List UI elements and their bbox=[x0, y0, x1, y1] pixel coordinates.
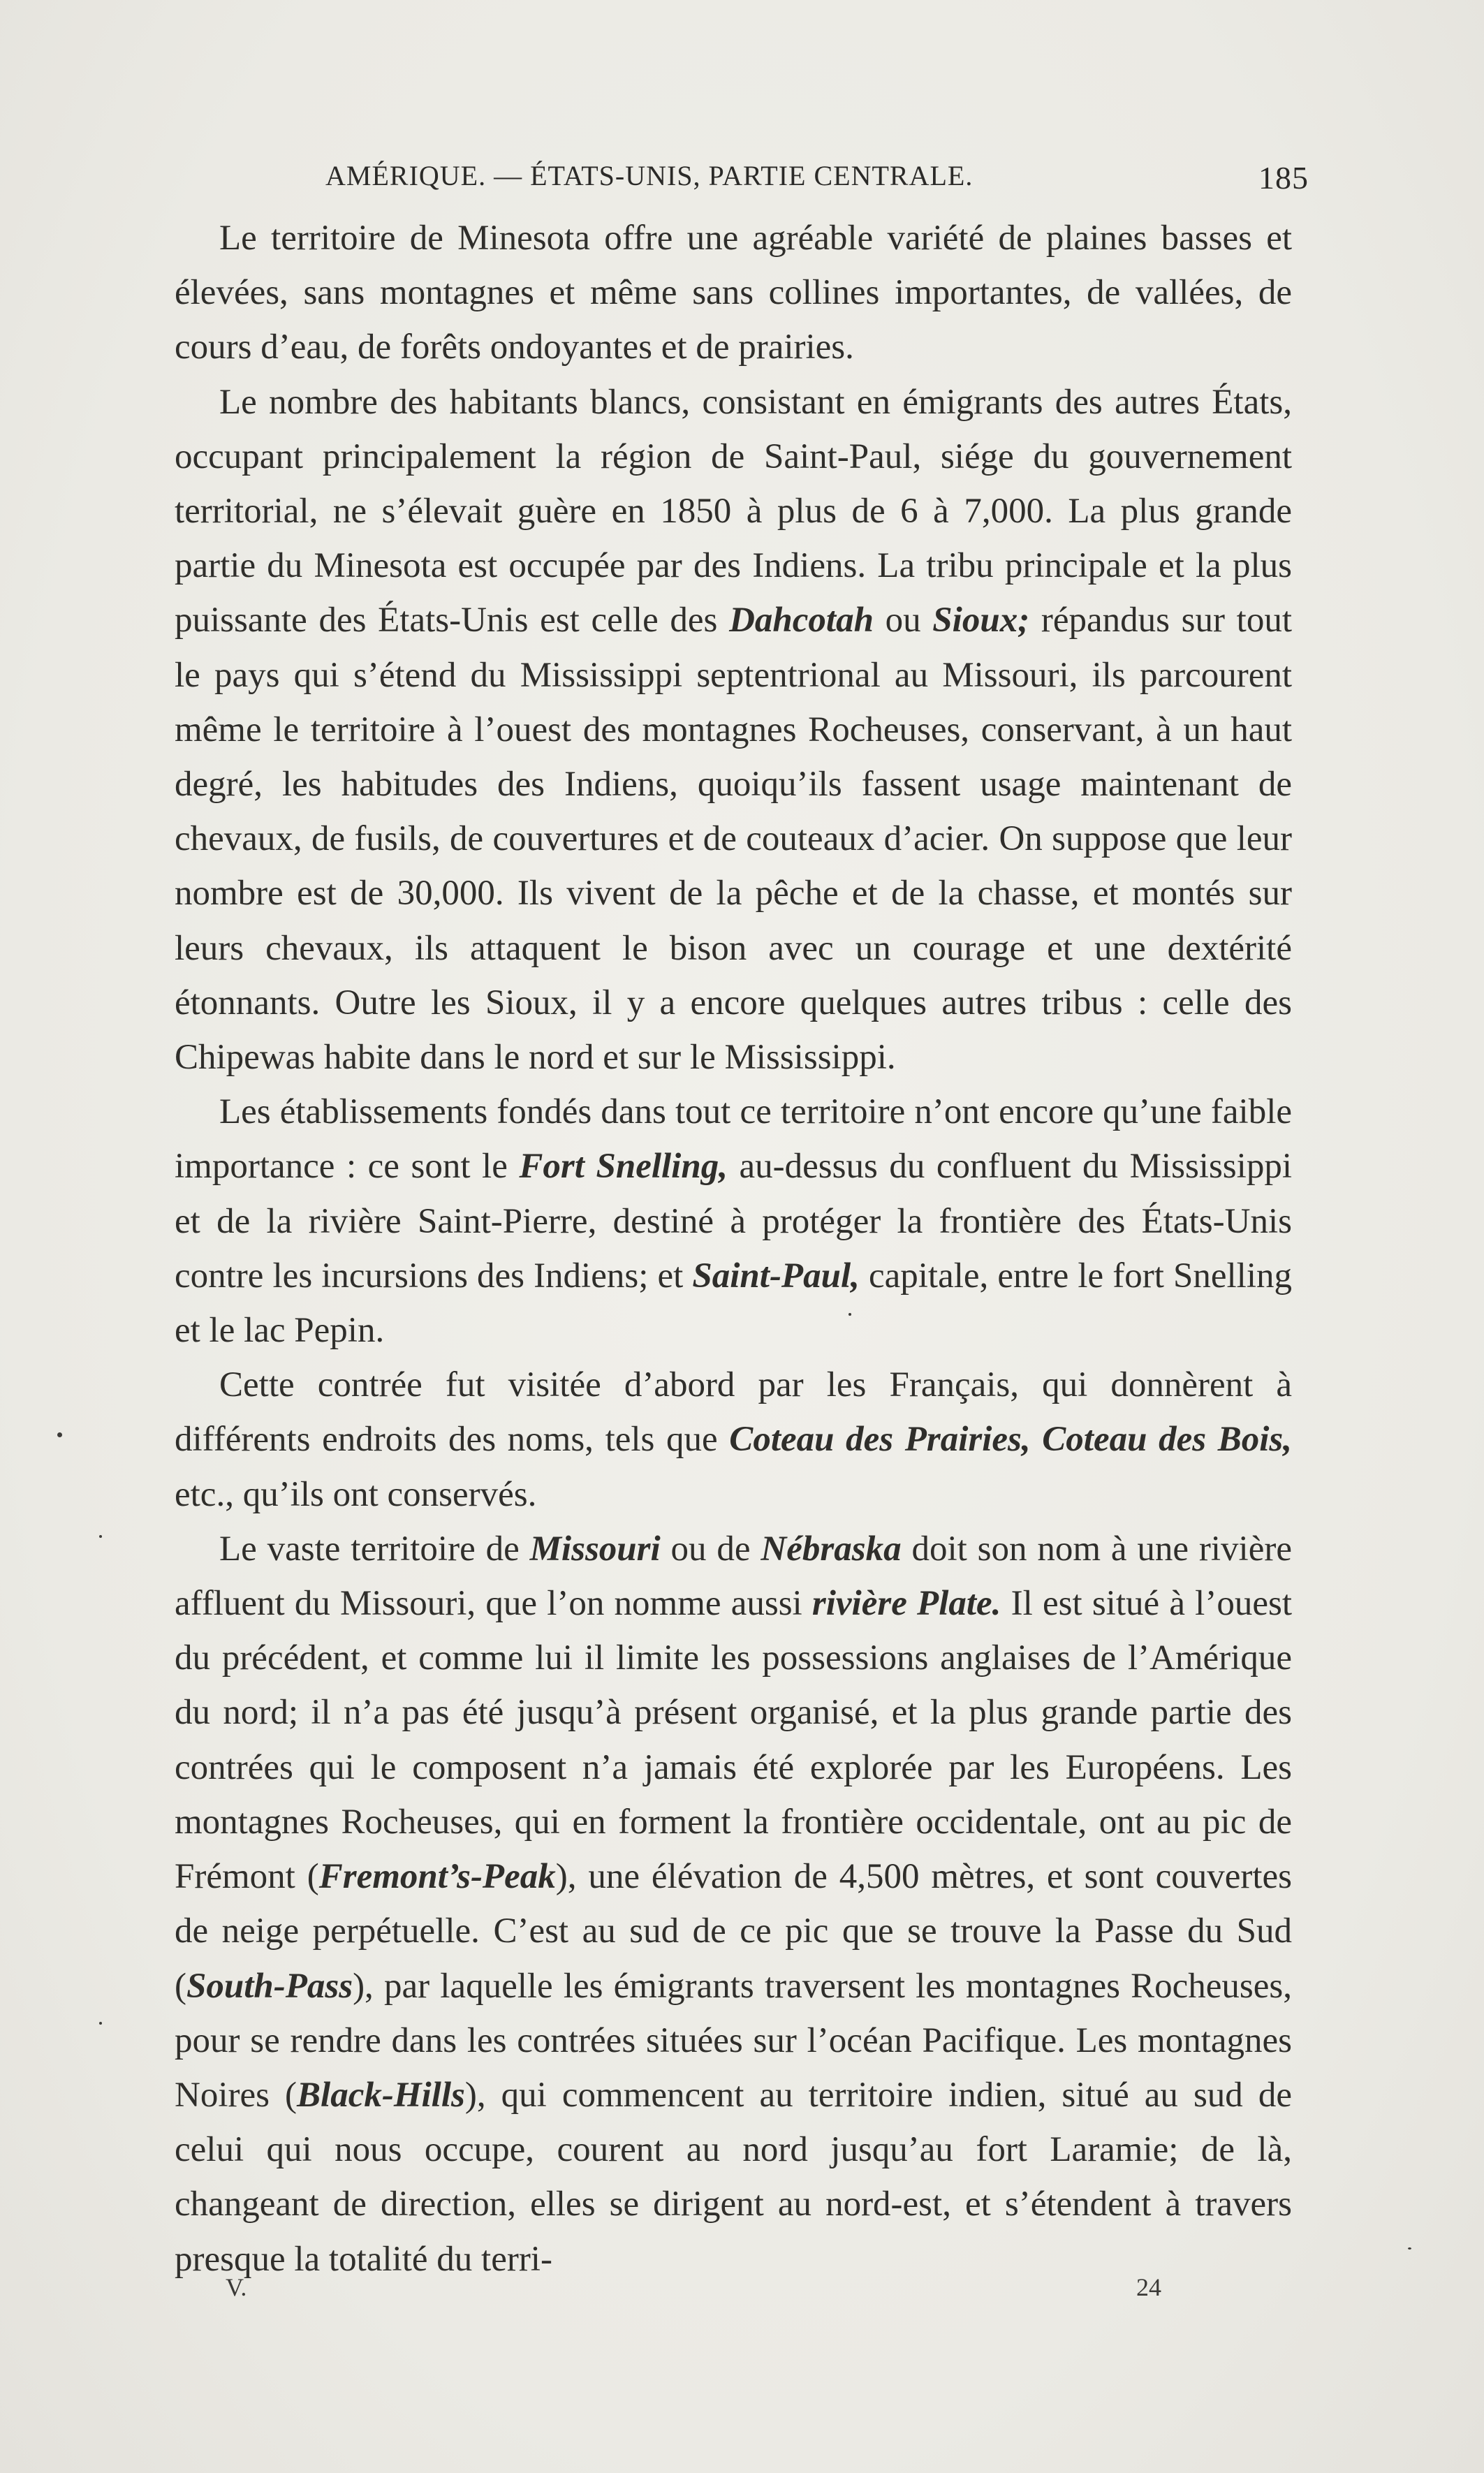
page-number: 185 bbox=[1258, 160, 1309, 196]
paragraph bbox=[175, 1085, 1292, 1358]
text-run: Le vaste territoire de bbox=[219, 1529, 530, 1569]
sheet-number: 24 bbox=[1136, 2273, 1161, 2301]
paragraph bbox=[175, 1358, 1292, 1522]
paragraph bbox=[175, 375, 1292, 1085]
margin-speck bbox=[99, 2022, 102, 2025]
italic-term: Dahcotah bbox=[729, 601, 874, 640]
body-text bbox=[175, 211, 1292, 2287]
text-run: ), par laquelle les émigrants traversent les montagnes Rocheuses, pour se rendre dans les contrées situées sur l’océan Pacifique. Les montagnes Noires ( bbox=[175, 1966, 1292, 2115]
text-run: répandus sur tout le pays qui s’étend du Mississippi septentrional au Missouri, ils parcourent même le territoire à l’ouest des montagnes Rocheuses, conservant, à un haut degré, les habitudes des Indiens, quoiqu’ils fassent usage maintenant de chevaux, de fusils, de couvertures et de couteaux d’acier. On suppose que leur nombre est de 30,000. Ils vivent de la pêche et de la chasse, et montés sur leurs chevaux, ils attaquent le bison avec un courage et une dextérité étonnants. Outre les Sioux, il y a encore quelques autres tribus : celle des Chipewas habite dans le nord et sur le Mississippi. bbox=[175, 601, 1292, 1078]
running-title: AMÉRIQUE. — ÉTATS-UNIS, PARTIE CENTRALE. bbox=[325, 160, 974, 191]
text-run: capitale, entre le fort Snelling et le lac Pepin. bbox=[175, 1256, 1293, 1351]
text-run: ), qui commencent au territoire indien, situé au sud de celui qui nous occupe, courent au nord jusqu’au fort Laramie; de là, changeant de direction, elles se dirigent au nord-est, et s’étendent à travers presque la totalité du terri- bbox=[175, 2075, 1292, 2279]
text-run: Les établissements fondés dans tout ce territoire n’ont encore qu’une faible importance : ce sont le bbox=[175, 1092, 1292, 1187]
text-run: Il est situé à l’ouest du précédent, et comme lui il limite les possessions anglaises de l’Amérique du nord; il n’a pas été jusqu’à présent organisé, et la plus grande partie des contrées qui le composent n’a jamais été explorée par les Européens. Les montagnes Rocheuses, qui en forment la frontière occidentale, ont au pic de Frémont ( bbox=[175, 1584, 1292, 1897]
italic-term: Black-Hills bbox=[297, 2075, 465, 2115]
text-run: doit son nom à une rivière affluent du Missouri, que l’on nomme aussi bbox=[175, 1529, 1292, 1624]
page-header bbox=[325, 159, 1309, 201]
text-run: ou bbox=[873, 601, 933, 640]
page-footer bbox=[226, 2273, 1168, 2307]
signature-mark: V. bbox=[226, 2273, 247, 2301]
text-run: etc., qu’ils ont conservés. bbox=[175, 1474, 537, 1514]
paragraph bbox=[175, 211, 1292, 375]
italic-term: Fort Snelling, bbox=[519, 1147, 728, 1187]
text-run: Le nombre des habitants blancs, consistant en émigrants des autres États, occupant principalement la région de Saint-Paul, siége du gouvernement territorial, ne s’élevait guère en 1850 à plus de 6 à 7,000. La plus grande partie du Minesota est occupée par des Indiens. La tribu principale et la plus puissante des États-Unis est celle des bbox=[175, 382, 1292, 640]
text-run: ou de bbox=[660, 1529, 761, 1569]
text-run: ), une élévation de 4,500 mètres, et sont couvertes de neige perpétuelle. C’est au sud de ce pic que se trouve la Passe du Sud ( bbox=[175, 1857, 1292, 2006]
margin-speck bbox=[57, 1432, 62, 1437]
italic-term: rivière Plate. bbox=[811, 1584, 1001, 1624]
italic-term: South-Pass bbox=[186, 1966, 353, 2006]
text-run: Le territoire de Minesota offre une agréable variété de plaines basses et élevées, sans montagnes et même sans collines importantes, de vallées, de cours d’eau, de forêts ondoyantes et de prairies. bbox=[175, 219, 1292, 367]
text-run: Cette contrée fut visitée d’abord par les Français, qui donnèrent à différents endroits des noms, tels que bbox=[175, 1365, 1292, 1460]
paragraph bbox=[175, 1522, 1292, 2287]
italic-term: Fremont’s-Peak bbox=[318, 1857, 556, 1897]
italic-term: Nébraska bbox=[761, 1529, 902, 1569]
margin-speck bbox=[99, 1535, 102, 1538]
italic-term: Saint-Paul, bbox=[692, 1256, 860, 1296]
italic-term: Coteau des Prairies, Coteau des Bois, bbox=[729, 1420, 1292, 1460]
italic-term: Missouri bbox=[529, 1529, 661, 1569]
italic-term: Sioux; bbox=[932, 601, 1030, 640]
text-run: au-dessus du confluent du Mississippi et de la rivière Saint-Pierre, destiné à protéger la frontière des États-Unis contre les incursions des Indiens; et bbox=[175, 1147, 1292, 1296]
margin-speck bbox=[1408, 2247, 1411, 2250]
text-speck bbox=[848, 1313, 851, 1316]
